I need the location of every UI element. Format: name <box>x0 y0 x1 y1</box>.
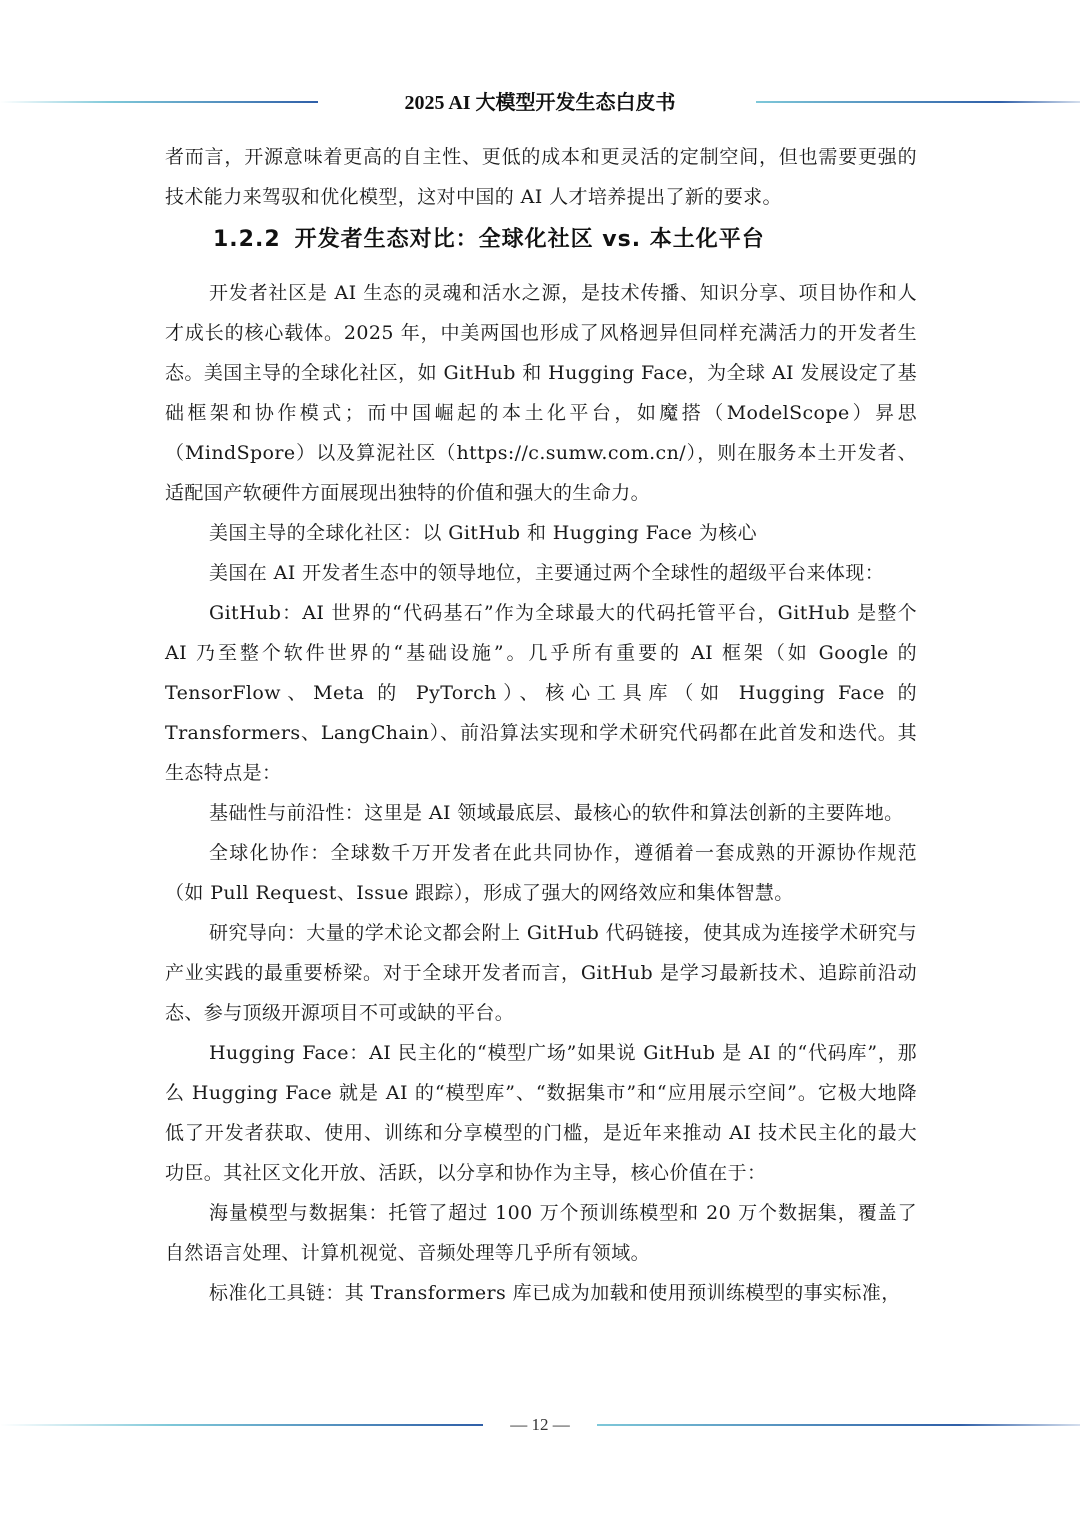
body-paragraph-3: 美国在 AI 开发者生态中的领导地位，主要通过两个全球性的超级平台来体现： <box>209 562 885 584</box>
body-paragraph-10: 标准化工具链：其 Transformers 库已成为加载和使用预训练模型的事实标准， <box>209 1282 901 1304</box>
body-paragraph-6: 全球化协作：全球数千万开发者在此共同协作，遵循着一套成熟的开源协作规范（如 Pull Request、Issue 跟踪），形成了强大的网络效应和集体智慧。 <box>165 842 917 904</box>
page-body <box>165 137 917 1313</box>
body-paragraph-2: 美国主导的全球化社区：以 GitHub 和 Hugging Face 为核心 <box>209 522 757 544</box>
page-number: — 12 — <box>510 1415 570 1434</box>
body-paragraph-7: 研究导向：大量的学术论文都会附上 GitHub 代码链接，使其成为连接学术研究与产业实践的最重要桥梁。对于全球开发者而言，GitHub 是学习最新技术、追踪前沿动态、参与顶级开源项目不可或缺的平台。 <box>165 922 917 1024</box>
body-paragraph-5: 基础性与前沿性：这里是 AI 领域最底层、最核心的软件和算法创新的主要阵地。 <box>209 802 904 824</box>
body-paragraph-1: 开发者社区是 AI 生态的灵魂和活水之源，是技术传播、知识分享、项目协作和人才成长的核心载体。2025 年，中美两国也形成了风格迥异但同样充满活力的开发者生态。美国主导的全球化社区，如 GitHub 和 Hugging Face，为全球 AI 发展设定了基础框架和协作模式；而中国崛起的本土化平台，如魔搭（ModelScope）昇思（MindSpore）以及算泥社区（https://c.sumw.com.cn/），则在服务本土开发者、适配国产软硬件方面展现出独特的价值和强大的生命力。 <box>165 282 917 504</box>
section-heading <box>213 217 917 263</box>
section-number: 1.2.2 <box>213 227 281 252</box>
running-header-title: 2025 AI 大模型开发生态白皮书 <box>404 92 676 114</box>
body-paragraph-8: Hugging Face：AI 民主化的“模型广场”如果说 GitHub 是 AI 的“代码库”，那么 Hugging Face 就是 AI 的“模型库”、“数据集市”和“应用展示空间”。它极大地降低了开发者获取、使用、训练和分享模型的门槛，是近年来推动 AI 技术民主化的最大功臣。其社区文化开放、活跃，以分享和协作为主导，核心价值在于： <box>165 1042 917 1184</box>
body-paragraph-4: GitHub：AI 世界的“代码基石”作为全球最大的代码托管平台，GitHub 是整个 AI 乃至整个软件世界的“基础设施”。几乎所有重要的 AI 框架（如 Google 的 TensorFlow、Meta 的 PyTorch）、核心工具库（如 Hugging Face 的 Transformers、LangChain）、前沿算法实现和学术研究代码都在此首发和迭代。其生态特点是： <box>165 602 917 784</box>
body-paragraph-9: 海量模型与数据集：托管了超过 100 万个预训练模型和 20 万个数据集，覆盖了自然语言处理、计算机视觉、音频处理等几乎所有领域。 <box>165 1202 917 1264</box>
intro-paragraph: 者而言，开源意味着更高的自主性、更低的成本和更灵活的定制空间，但也需要更强的技术能力来驾驭和优化模型，这对中国的 AI 人才培养提出了新的要求。 <box>165 146 917 208</box>
section-title: 开发者生态对比：全球化社区 vs. 本土化平台 <box>294 227 765 252</box>
